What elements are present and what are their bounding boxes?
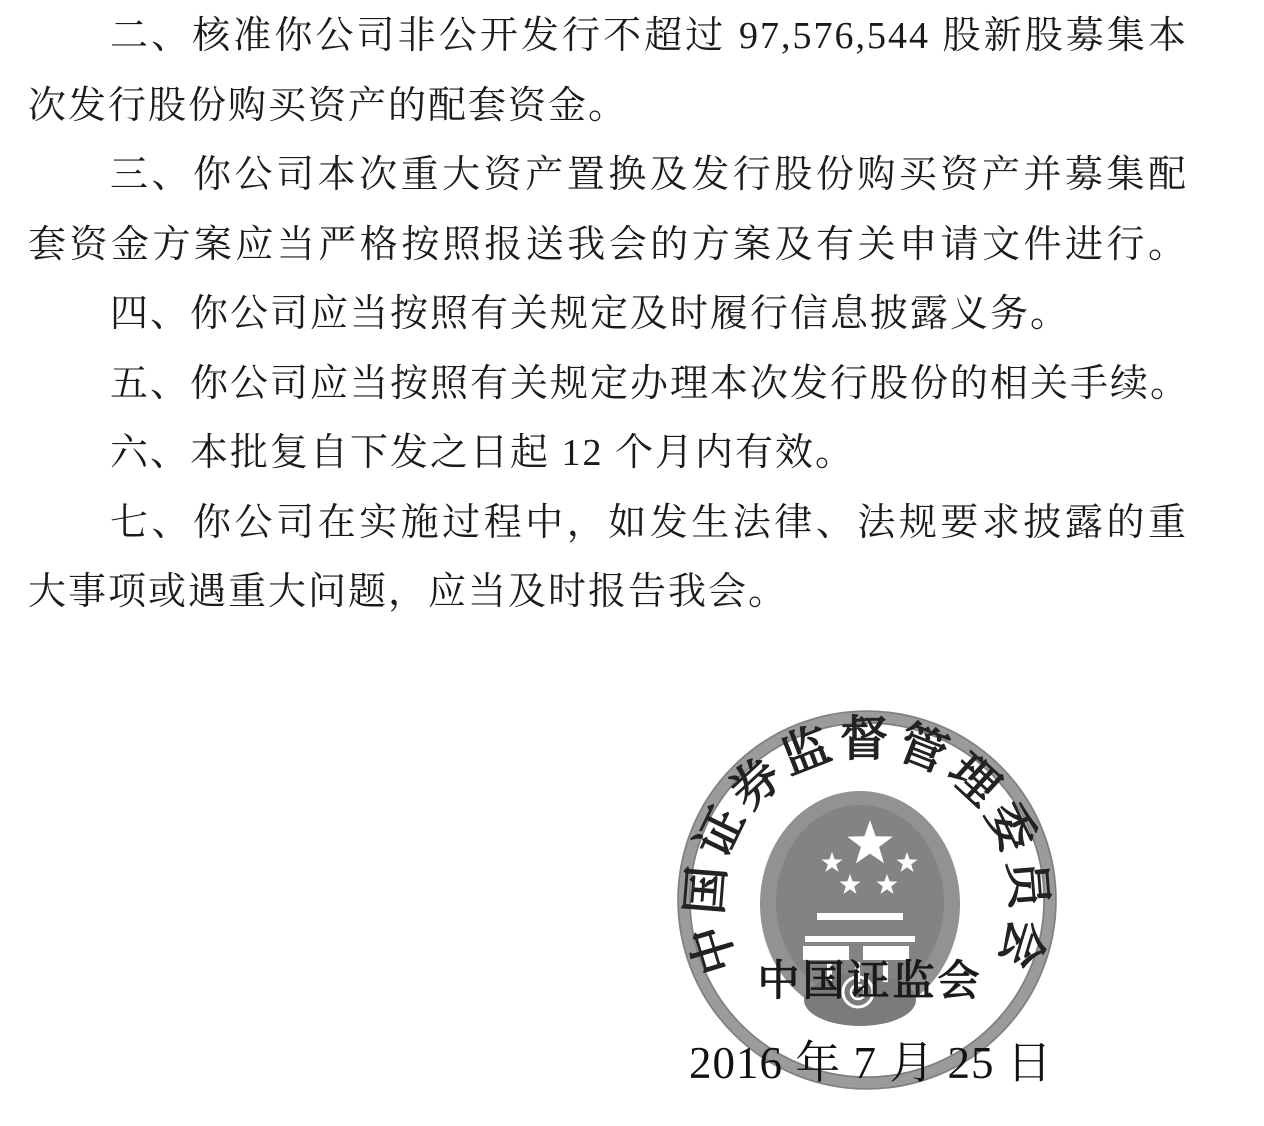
letter-body [28,2,1191,628]
official-seal [667,700,1067,1120]
text-line: 大事项或遇重大问题，应当及时报告我会。 [28,571,789,613]
seal-inner-text: 中国证监会 [757,959,983,1005]
text-line: 三、你公司本次重大资产置换及发行股份购买资产并募集配 [110,154,1188,196]
text-line: 五、你公司应当按照有关规定办理本次发行股份的相关手续。 [110,362,1191,405]
text-line: 七、你公司在实施过程中，如发生法律、法规要求披露的重 [110,501,1188,544]
text-line: 套资金方案应当严格按照报送我会的方案及有关申请文件进行。 [28,223,1188,266]
text-line: 次发行股份购买资产的配套资金。 [28,84,629,127]
text-line: 四、你公司应当按照有关规定及时履行信息披露义务。 [110,293,1071,335]
seal-date: 2016 年 7 月 25 日 [689,1038,1053,1088]
text-line: 六、本批复自下发之日起 12 个月内有效。 [110,432,856,474]
seal-arc-text: 中国证券监督管理委员会 [678,712,1056,980]
text-line: 二、核准你公司非公开发行不超过 97,576,544 股新股募集本 [110,15,1188,57]
